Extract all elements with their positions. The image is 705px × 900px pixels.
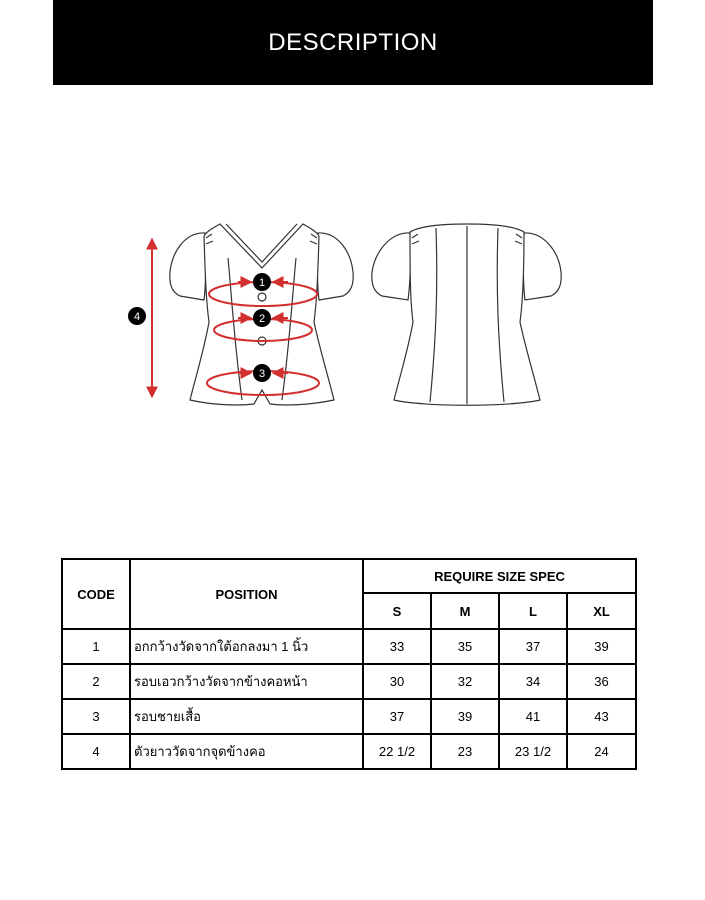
row-value-l: 34 [499,664,567,699]
svg-text:4: 4 [133,311,141,323]
marker-2 [253,309,271,327]
svg-text:3: 3 [258,368,266,380]
back-view [372,224,561,405]
header-title: DESCRIPTION [268,28,438,56]
row-value-s: 33 [363,629,431,664]
row-code: 1 [62,629,130,664]
row-code: 4 [62,734,130,769]
marker-1 [253,273,271,291]
row-value-xl: 43 [567,699,636,734]
row-value-xl: 36 [567,664,636,699]
row-position: รอบชายเสื้อ [130,699,363,734]
row-position: อกกว้างวัดจากใต้อกลงมา 1 นิ้ว [130,629,363,664]
table-row [62,664,636,699]
row-value-l: 37 [499,629,567,664]
row-value-l: 23 1/2 [499,734,567,769]
row-value-m: 35 [431,629,499,664]
row-value-s: 22 1/2 [363,734,431,769]
row-position: รอบเอวกว้างวัดจากข้างคอหน้า [130,664,363,699]
front-left-sleeve [170,233,206,300]
table-row [62,734,636,769]
row-value-xl: 24 [567,734,636,769]
size-header-m: M [431,593,499,629]
row-code: 2 [62,664,130,699]
row-value-s: 37 [363,699,431,734]
row-value-m: 23 [431,734,499,769]
row-value-s: 30 [363,664,431,699]
table-row [62,629,636,664]
row-value-l: 41 [499,699,567,734]
marker-4 [128,307,146,325]
position-header: POSITION [130,559,363,629]
size-header-l: L [499,593,567,629]
row-value-xl: 39 [567,629,636,664]
size-header-s: S [363,593,431,629]
front-right-sleeve [317,233,353,300]
size-spec-table [61,558,637,770]
back-right-sleeve [523,233,561,300]
marker-3 [253,364,271,382]
code-header: CODE [62,559,130,629]
size-header-xl: XL [567,593,636,629]
row-value-m: 32 [431,664,499,699]
row-value-m: 39 [431,699,499,734]
svg-text:1: 1 [258,277,266,289]
row-position: ตัวยาววัดจากจุดข้างคอ [130,734,363,769]
row-code: 3 [62,699,130,734]
spec-header: REQUIRE SIZE SPEC [363,559,636,593]
svg-text:2: 2 [258,313,266,325]
table-row [62,699,636,734]
back-left-sleeve [372,233,411,300]
